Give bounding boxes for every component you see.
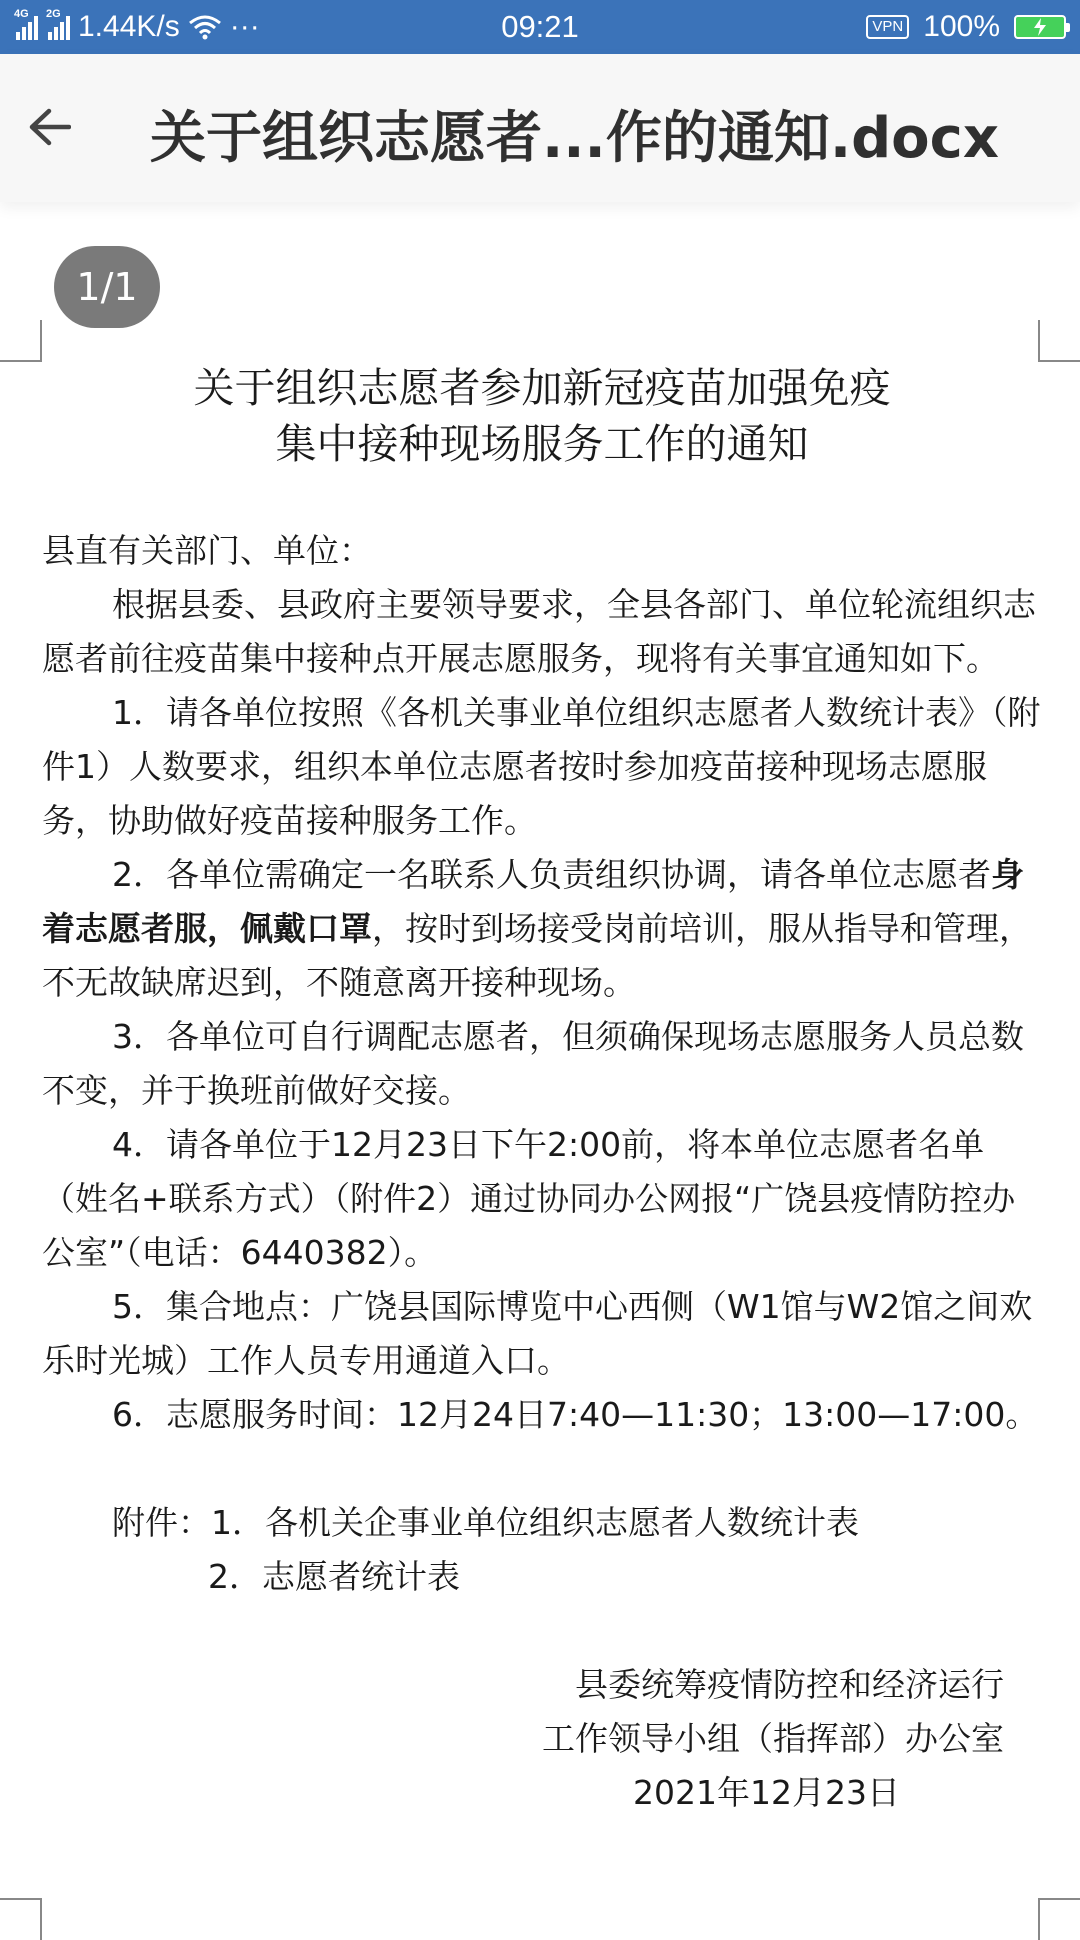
document-filename: 关于组织志愿者...作的通知.docx (150, 106, 999, 171)
item-6: 6．志愿服务时间：12月24日7:40—11:30；13:00—17:00。 (112, 1395, 1039, 1434)
back-button[interactable] (20, 98, 78, 156)
network-speed: 1.44K/s (78, 10, 180, 43)
app-header (0, 54, 1080, 202)
item-2-text-a: 2．各单位需确定一名联系人负责组织协调，请各单位志愿者 (112, 855, 991, 894)
crop-mark-bottom-right (1038, 1898, 1080, 1940)
spacer (42, 1442, 1042, 1496)
signature-line-2: 工作领导小组（指挥部）办公室 (542, 1719, 1004, 1758)
item-2-emphasis: 身着志愿者服，佩戴口罩 (42, 855, 1024, 948)
attachment-2: 2．志愿者统计表 (208, 1557, 460, 1596)
signal-icon: 4G (14, 14, 38, 40)
item-4: 4．请各单位于12月23日下午2:00前，将本单位志愿者名单（姓名+联系方式）（附件2）通过协同办公网报“广饶县疫情防控办公室”（电话：6440382）。 (42, 1125, 1016, 1272)
signal-icon-2: 2G (46, 14, 70, 40)
crop-mark-top-right (1038, 320, 1080, 362)
item-3: 3．各单位可自行调配志愿者，但须确保现场志愿服务人员总数不变，并于换班前做好交接。 (42, 1017, 1024, 1110)
status-bar-right (866, 0, 1066, 54)
signature-date: 2021年12月23日 (633, 1773, 900, 1812)
back-arrow-icon (27, 107, 71, 147)
more-icon: ··· (229, 10, 260, 43)
page-indicator: 1/1 (54, 246, 160, 328)
item-2-text-b: ，按时到场接受岗前培训，服从指导和管理，不无故缺席迟到，不随意离开接种现场。 (42, 909, 1032, 1002)
crop-mark-bottom-left (0, 1898, 42, 1940)
vpn-icon: VPN (866, 15, 909, 39)
document-title-line1: 关于组织志愿者参加新冠疫苗加强免疫 (193, 364, 891, 412)
status-bar (0, 0, 1080, 54)
item-5: 5．集合地点：广饶县国际博览中心西侧（W1馆与W2馆之间欢乐时光城）工作人员专用通道入口。 (42, 1287, 1033, 1380)
document-title-line2: 集中接种现场服务工作的通知 (275, 420, 809, 468)
spacer (42, 1604, 1042, 1658)
document-title (42, 360, 1042, 472)
attachment-1: 附件：1．各机关企事业单位组织志愿者人数统计表 (112, 1503, 859, 1542)
document-body (42, 360, 1042, 1820)
signature-block (42, 1658, 1042, 1820)
clock: 09:21 (501, 9, 579, 44)
crop-mark-top-left (0, 320, 42, 362)
intro-paragraph: 根据县委、县政府主要领导要求，全县各部门、单位轮流组织志愿者前往疫苗集中接种点开展志愿服务，现将有关事宜通知如下。 (42, 585, 1036, 678)
item-1: 1．请各单位按照《各机关事业单位组织志愿者人数统计表》（附件1）人数要求，组织本单位志愿者按时参加疫苗接种现场志愿服务，协助做好疫苗接种服务工作。 (42, 693, 1041, 840)
item-2 (42, 848, 1042, 1010)
battery-percent: 100% (923, 10, 1000, 43)
signature-line-1: 县委统筹疫情防控和经济运行 (575, 1665, 1004, 1704)
battery-icon (1014, 15, 1066, 39)
greeting: 县直有关部门、单位： (42, 531, 372, 570)
